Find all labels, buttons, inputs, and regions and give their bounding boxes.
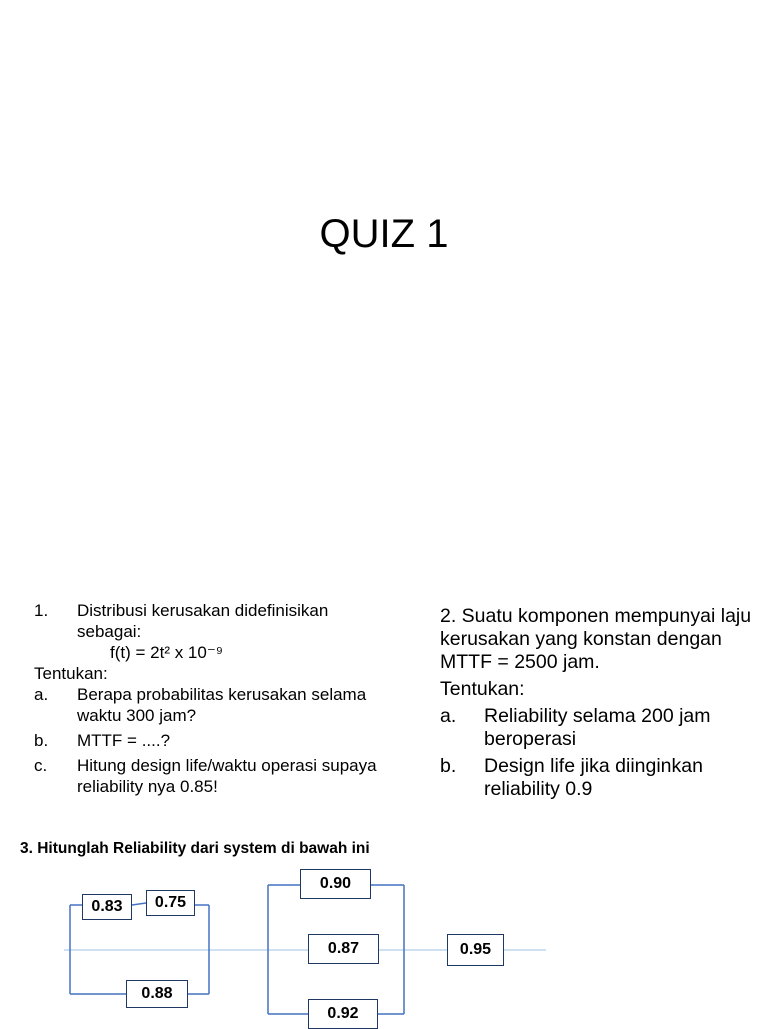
q2-item-a-letter: a. — [440, 705, 457, 727]
q1-item-b-letter: b. — [34, 731, 49, 750]
block-0-87: 0.87 — [308, 934, 379, 964]
q1-item-a-letter: a. — [34, 685, 49, 704]
q1-intro: Distribusi kerusakan didefinisikan sebagai: — [77, 601, 329, 641]
block-0-75: 0.75 — [146, 890, 195, 916]
block-0-92: 0.92 — [308, 999, 378, 1029]
q2-item-b-text: Design life jika diinginkan reliability 0.9 — [484, 755, 703, 800]
q2-intro: 2. Suatu komponen mempunyai laju kerusakan yang konstan dengan MTTF = 2500 jam. — [440, 605, 752, 673]
q2-tentukan: Tentukan: — [440, 678, 525, 700]
q1-item-a-text: Berapa probabilitas kerusakan selama waktu 300 jam? — [77, 685, 367, 725]
question-1 — [34, 600, 394, 797]
q2-item-a-text: Reliability selama 200 jam beroperasi — [484, 705, 711, 750]
q1-formula: f(t) = 2t² x 10⁻⁹ — [110, 643, 224, 662]
q1-number: 1. — [34, 601, 49, 620]
block-0-95: 0.95 — [447, 934, 504, 966]
block-0-88: 0.88 — [126, 980, 188, 1008]
slide-title: QUIZ 1 — [319, 212, 449, 256]
block-0-90: 0.90 — [300, 869, 371, 899]
diagram-wires — [0, 860, 768, 1024]
q2-item-b-letter: b. — [440, 755, 457, 777]
q1-item-c-text: Hitung design life/waktu operasi supaya reliability nya 0.85! — [77, 756, 377, 796]
question-3-prompt: 3. Hitunglah Reliability dari system di bawah ini — [20, 840, 370, 857]
wire — [132, 903, 146, 905]
q1-item-b-text: MTTF = ....? — [77, 731, 171, 750]
q1-tentukan: Tentukan: — [34, 664, 108, 683]
q1-item-c-letter: c. — [34, 756, 48, 775]
question-2 — [440, 605, 765, 801]
block-0-83: 0.83 — [82, 894, 132, 920]
reliability-block-diagram — [0, 860, 768, 1024]
